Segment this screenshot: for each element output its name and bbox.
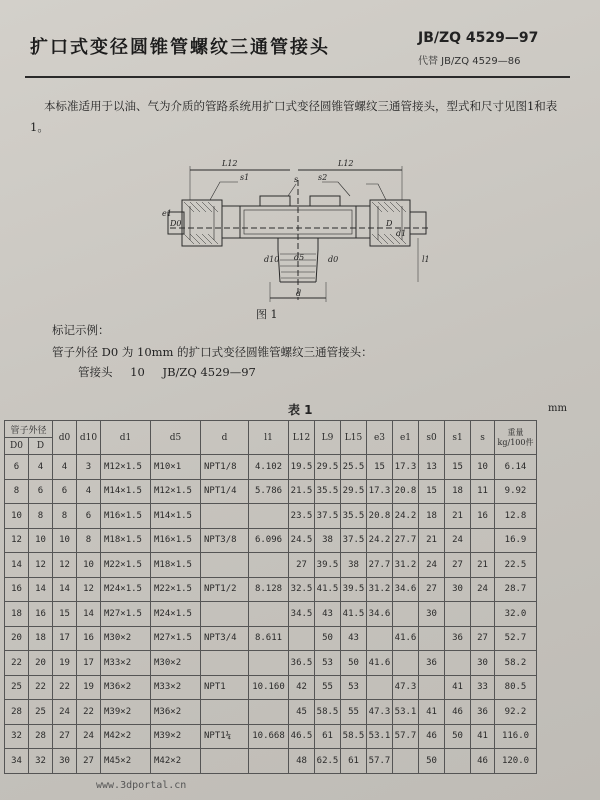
table-cell: 20.8: [367, 504, 393, 529]
table-cell: 21.5: [289, 479, 315, 504]
table-cell: 32: [5, 724, 29, 749]
table-cell: 43: [315, 602, 341, 627]
table-cell: 20: [29, 651, 53, 676]
table-cell: [249, 553, 289, 578]
table-cell: 6.14: [495, 455, 537, 480]
table-cell: 55: [315, 675, 341, 700]
table-cell: 48: [289, 749, 315, 774]
header-e3: e3: [367, 421, 393, 455]
table-cell: 5.786: [249, 479, 289, 504]
table-cell: 15: [445, 455, 471, 480]
table-cell: 16: [471, 504, 495, 529]
table-cell: 36.5: [289, 651, 315, 676]
table-cell: [445, 749, 471, 774]
table-cell: 32.0: [495, 602, 537, 627]
table-cell: 4: [53, 455, 77, 480]
table-cell: 12: [53, 553, 77, 578]
table-row: [5, 724, 537, 749]
label-s2: s2: [318, 173, 328, 182]
table-cell: 27: [53, 724, 77, 749]
table-cell: 12.8: [495, 504, 537, 529]
example-title: 标记示例：: [52, 323, 110, 337]
table-cell: 31.2: [367, 577, 393, 602]
table-cell: 17: [53, 626, 77, 651]
table-cell: 35.5: [341, 504, 367, 529]
table-cell: 39.5: [315, 553, 341, 578]
table-cell: 16: [77, 626, 101, 651]
table-cell: 28: [5, 700, 29, 725]
replaces-note: 代替 JB/ZQ 4529—86: [418, 56, 521, 67]
table-cell: 46.5: [289, 724, 315, 749]
table-cell: 34: [5, 749, 29, 774]
table-cell: 19: [53, 651, 77, 676]
table-cell: 27.7: [393, 528, 419, 553]
table-cell: M36×2: [101, 675, 151, 700]
table-cell: 4: [29, 455, 53, 480]
table-cell: 8: [53, 504, 77, 529]
header-weight: 重量 kg/100件: [495, 421, 537, 455]
table-cell: M10×1: [151, 455, 201, 480]
table-cell: 53: [341, 675, 367, 700]
table-cell: 14: [77, 602, 101, 627]
table-cell: 3: [77, 455, 101, 480]
header-d10: d10: [77, 421, 101, 455]
table-cell: 27: [77, 749, 101, 774]
table-cell: 39.5: [341, 577, 367, 602]
table-row: [5, 602, 537, 627]
table-row: [5, 675, 537, 700]
table-cell: 58.5: [315, 700, 341, 725]
table-cell: M22×1.5: [151, 577, 201, 602]
table-cell: 46: [419, 724, 445, 749]
table-cell: M24×1.5: [151, 602, 201, 627]
table-cell: 14: [53, 577, 77, 602]
table-cell: M33×2: [151, 675, 201, 700]
table-cell: 41.5: [315, 577, 341, 602]
table-cell: 50: [419, 749, 445, 774]
table-cell: M27×1.5: [151, 626, 201, 651]
table-cell: 80.5: [495, 675, 537, 700]
table-cell: NPT1/2: [201, 577, 249, 602]
label-l1: l1: [422, 255, 430, 264]
table-cell: 41.5: [341, 602, 367, 627]
table-cell: M18×1.5: [151, 553, 201, 578]
table-cell: 18: [419, 504, 445, 529]
table-cell: 35.5: [315, 479, 341, 504]
table-cell: 50: [315, 626, 341, 651]
header-D0: D0: [5, 438, 29, 455]
table-cell: 21: [419, 528, 445, 553]
table-cell: 34.6: [393, 577, 419, 602]
table-cell: 25: [5, 675, 29, 700]
table-cell: 45: [289, 700, 315, 725]
table-cell: 17: [77, 651, 101, 676]
table-row: [5, 455, 537, 480]
left-nut: [182, 200, 222, 246]
table-cell: M22×1.5: [101, 553, 151, 578]
table-cell: 12: [29, 553, 53, 578]
table-cell: 53.1: [393, 700, 419, 725]
table-cell: 15: [419, 479, 445, 504]
table-cell: 22: [77, 700, 101, 725]
table-cell: [201, 749, 249, 774]
table-cell: 32: [29, 749, 53, 774]
table-cell: 52.7: [495, 626, 537, 651]
table-cell: 47.3: [393, 675, 419, 700]
table-cell: 50: [341, 651, 367, 676]
table-cell: 38: [315, 528, 341, 553]
label-e1: e1: [162, 209, 172, 218]
table-cell: 34.5: [289, 602, 315, 627]
table-cell: 53.1: [367, 724, 393, 749]
table-header-row: [5, 421, 537, 438]
table-cell: 43: [341, 626, 367, 651]
table-cell: NPT1¼: [201, 724, 249, 749]
table-cell: 8: [29, 504, 53, 529]
table-cell: NPT1/4: [201, 479, 249, 504]
table-cell: [201, 553, 249, 578]
table-cell: [471, 528, 495, 553]
table-cell: [367, 675, 393, 700]
table-cell: 10.160: [249, 675, 289, 700]
table-cell: 24: [445, 528, 471, 553]
table-cell: [367, 626, 393, 651]
table-cell: 92.2: [495, 700, 537, 725]
table-cell: 53: [315, 651, 341, 676]
table-cell: 19.5: [289, 455, 315, 480]
label-d1: d1: [396, 229, 407, 238]
table-cell: 6.096: [249, 528, 289, 553]
label-d0: D0: [170, 219, 182, 228]
table-cell: 10: [29, 528, 53, 553]
table-cell: NPT1/8: [201, 455, 249, 480]
table-cell: 10.668: [249, 724, 289, 749]
table-cell: [249, 749, 289, 774]
table-cell: 8.611: [249, 626, 289, 651]
table-body: [5, 455, 537, 774]
table-cell: M30×2: [151, 651, 201, 676]
table-cell: M14×1.5: [151, 504, 201, 529]
table-title: 表 1: [288, 403, 313, 417]
table-cell: 24: [471, 577, 495, 602]
table-cell: 31.2: [393, 553, 419, 578]
table-cell: 8: [77, 528, 101, 553]
table-cell: 41: [471, 724, 495, 749]
table-cell: 4.102: [249, 455, 289, 480]
intro-paragraph: 本标准适用于以油、气为介质的管路系统用扩口式变径圆锥管螺纹三通管接头，型式和尺寸见图1和表1。: [30, 99, 558, 134]
table-cell: 29.5: [315, 455, 341, 480]
table-cell: 6: [29, 479, 53, 504]
table-cell: 27: [471, 626, 495, 651]
label-D: D: [386, 219, 393, 228]
header-l15: L15: [341, 421, 367, 455]
table-cell: 22: [29, 675, 53, 700]
table-cell: 22: [53, 675, 77, 700]
table-cell: 24: [419, 553, 445, 578]
table-cell: 42: [289, 675, 315, 700]
table-cell: 46: [471, 749, 495, 774]
table-cell: 6: [77, 504, 101, 529]
header-D: D: [29, 438, 53, 455]
table-cell: 29.5: [341, 479, 367, 504]
table-cell: M16×1.5: [101, 504, 151, 529]
table-cell: 10: [5, 504, 29, 529]
table-cell: M36×2: [151, 700, 201, 725]
table-cell: 24.2: [367, 528, 393, 553]
table-cell: 57.7: [367, 749, 393, 774]
header-d5: d5: [151, 421, 201, 455]
table-cell: 15: [53, 602, 77, 627]
table-cell: M33×2: [101, 651, 151, 676]
table-cell: 50: [445, 724, 471, 749]
header-e1: e1: [393, 421, 419, 455]
table-cell: [393, 602, 419, 627]
table-cell: [445, 602, 471, 627]
table-cell: 20.8: [393, 479, 419, 504]
table-cell: M24×1.5: [101, 577, 151, 602]
table-cell: M30×2: [101, 626, 151, 651]
table-cell: 41.6: [393, 626, 419, 651]
header-d: d: [201, 421, 249, 455]
table-cell: 13: [419, 455, 445, 480]
table-cell: [393, 749, 419, 774]
table-cell: 6: [53, 479, 77, 504]
table-cell: 23.5: [289, 504, 315, 529]
table-cell: 34.6: [367, 602, 393, 627]
example-standard: JB/ZQ 4529—97: [162, 365, 256, 379]
table-cell: 18: [445, 479, 471, 504]
table-cell: 38: [341, 553, 367, 578]
table-cell: 25.5: [341, 455, 367, 480]
table-cell: [249, 651, 289, 676]
table-cell: 17.3: [367, 479, 393, 504]
table-cell: [393, 651, 419, 676]
table-cell: 47.3: [367, 700, 393, 725]
table-cell: 36: [419, 651, 445, 676]
header-s0: s0: [419, 421, 445, 455]
table-cell: M45×2: [101, 749, 151, 774]
example-part-name: 管接头: [78, 365, 113, 379]
table-cell: 27: [289, 553, 315, 578]
table-cell: [249, 602, 289, 627]
table-cell: [471, 602, 495, 627]
table-cell: 19: [77, 675, 101, 700]
table-cell: 58.2: [495, 651, 537, 676]
table-cell: 24.5: [289, 528, 315, 553]
table-row: [5, 479, 537, 504]
table-cell: 116.0: [495, 724, 537, 749]
table-cell: 24: [53, 700, 77, 725]
table-cell: 36: [445, 626, 471, 651]
table-cell: [419, 675, 445, 700]
table-cell: 16: [5, 577, 29, 602]
figure-caption: 图 1: [256, 308, 278, 321]
table-cell: 41.6: [367, 651, 393, 676]
table-cell: 27: [445, 553, 471, 578]
table-cell: 9.92: [495, 479, 537, 504]
table-cell: M42×2: [101, 724, 151, 749]
header-rule: [25, 76, 570, 78]
table-cell: 36: [471, 700, 495, 725]
table-cell: 41: [419, 700, 445, 725]
table-cell: 14: [5, 553, 29, 578]
table-cell: 16.9: [495, 528, 537, 553]
table-cell: 22.5: [495, 553, 537, 578]
table-cell: 27: [419, 577, 445, 602]
table-cell: M12×1.5: [151, 479, 201, 504]
table-cell: 30: [53, 749, 77, 774]
standard-number: JB/ZQ 4529—97: [418, 30, 539, 46]
table-cell: 28: [29, 724, 53, 749]
table-cell: 20: [5, 626, 29, 651]
table-cell: M12×1.5: [101, 455, 151, 480]
header-d0: d0: [53, 421, 77, 455]
table-cell: 120.0: [495, 749, 537, 774]
table-cell: 24.2: [393, 504, 419, 529]
example-description: 管子外径 D0 为 10mm 的扩口式变径圆锥管螺纹三通管接头：: [52, 345, 373, 359]
label-d0-branch: d0: [328, 255, 339, 264]
table-cell: [201, 700, 249, 725]
table-cell: 46: [445, 700, 471, 725]
table-unit: mm: [548, 403, 567, 414]
table-cell: 18: [29, 626, 53, 651]
table-cell: 58.5: [341, 724, 367, 749]
table-cell: 22: [5, 651, 29, 676]
table-cell: 15: [367, 455, 393, 480]
table-cell: [289, 626, 315, 651]
example-size: 10: [130, 365, 145, 379]
table-cell: M18×1.5: [101, 528, 151, 553]
table-cell: M14×1.5: [101, 479, 151, 504]
table-cell: 16: [29, 602, 53, 627]
table-row: [5, 504, 537, 529]
table-cell: 28.7: [495, 577, 537, 602]
table-cell: NPT3/8: [201, 528, 249, 553]
label-s: s: [294, 175, 299, 184]
table-cell: 8: [5, 479, 29, 504]
table-cell: 14: [29, 577, 53, 602]
label-d: d: [296, 289, 302, 298]
table-row: [5, 626, 537, 651]
table-cell: 8.128: [249, 577, 289, 602]
table-cell: 30: [419, 602, 445, 627]
header-l1: l1: [249, 421, 289, 455]
table-cell: 30: [471, 651, 495, 676]
document-title: 扩口式变径圆锥管螺纹三通管接头: [30, 37, 330, 58]
table-cell: 6: [5, 455, 29, 480]
table-cell: 4: [77, 479, 101, 504]
table-cell: [201, 602, 249, 627]
table-row: [5, 651, 537, 676]
header-l12: L12: [289, 421, 315, 455]
table-cell: 32.5: [289, 577, 315, 602]
table-cell: 21: [445, 504, 471, 529]
table-cell: [249, 700, 289, 725]
table-cell: 57.7: [393, 724, 419, 749]
example-marking: [78, 364, 270, 380]
table-cell: 25: [29, 700, 53, 725]
table-cell: 12: [77, 577, 101, 602]
table-cell: M27×1.5: [101, 602, 151, 627]
table-cell: 21: [471, 553, 495, 578]
table-cell: 17.3: [393, 455, 419, 480]
table-cell: 61: [341, 749, 367, 774]
header-l9: L9: [315, 421, 341, 455]
table-cell: 62.5: [315, 749, 341, 774]
table-cell: 10: [53, 528, 77, 553]
table-cell: M16×1.5: [151, 528, 201, 553]
header-s1: s1: [445, 421, 471, 455]
table-row: [5, 700, 537, 725]
table-cell: M42×2: [151, 749, 201, 774]
table-row: [5, 553, 537, 578]
watermark: www.3dportal.cn: [96, 780, 187, 791]
table-cell: M39×2: [151, 724, 201, 749]
table-cell: 55: [341, 700, 367, 725]
label-d10: d10: [264, 255, 280, 264]
table-cell: NPT1: [201, 675, 249, 700]
table-cell: 30: [445, 577, 471, 602]
table-cell: 10: [471, 455, 495, 480]
table-cell: 10: [77, 553, 101, 578]
header-s: s: [471, 421, 495, 455]
table-cell: 61: [315, 724, 341, 749]
table-row: [5, 749, 537, 774]
header-pipe-od: 管子外径: [5, 421, 53, 438]
table-cell: 18: [5, 602, 29, 627]
label-d5: d5: [294, 253, 305, 262]
table-row: [5, 577, 537, 602]
label-l12-right: L12: [338, 159, 354, 168]
table-cell: [249, 504, 289, 529]
right-pipe-stub: [410, 212, 426, 234]
fitting-drawing: [160, 150, 440, 305]
label-l12-left: L12: [222, 159, 238, 168]
table-cell: 27.7: [367, 553, 393, 578]
table-cell: NPT3/4: [201, 626, 249, 651]
table-cell: 11: [471, 479, 495, 504]
table-cell: [445, 651, 471, 676]
table-cell: 12: [5, 528, 29, 553]
table-cell: 41: [445, 675, 471, 700]
table-cell: [201, 651, 249, 676]
table-cell: 37.5: [315, 504, 341, 529]
table-cell: 24: [77, 724, 101, 749]
header-d1: d1: [101, 421, 151, 455]
table-cell: [201, 504, 249, 529]
table-cell: M39×2: [101, 700, 151, 725]
label-s1: s1: [240, 173, 250, 182]
table-row: [5, 528, 537, 553]
table-cell: [419, 626, 445, 651]
table-cell: 37.5: [341, 528, 367, 553]
dimensions-table: [4, 420, 537, 774]
table-cell: 33: [471, 675, 495, 700]
